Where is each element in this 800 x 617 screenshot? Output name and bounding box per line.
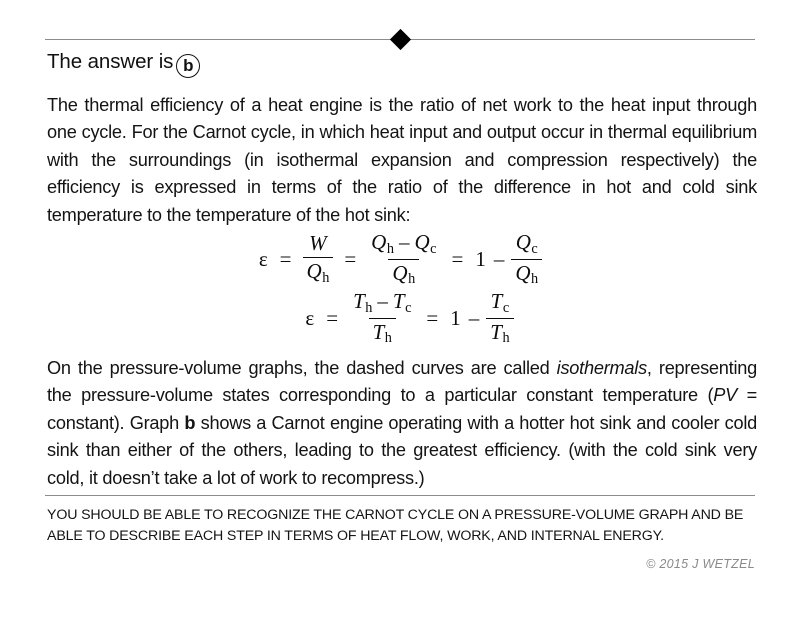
t-subscript: c (502, 299, 510, 316)
t-subscript: h (502, 330, 510, 347)
fraction-qc-over-qh (511, 230, 542, 289)
equals-sign-1: = (279, 246, 292, 271)
equals-sign-3: = (451, 246, 464, 271)
q-subscript: h (531, 271, 539, 288)
graph-choice-bold: b (184, 412, 196, 433)
learning-objective-note: YOU SHOULD BE ABLE TO RECOGNIZE THE CARNOT CYCLE ON A PRESSURE-VOLUME GRAPH AND BE ABLE TO DESCRIBE EACH STEP IN TERMS OF HEAT FLOW, WORK, AND INTERNAL ENERGY. (47, 507, 744, 544)
intro-paragraph-text: The thermal efficiency of a heat engine is the ratio of net work to the heat input through one cycle. For the Carnot cycle, in which heat input and output occur in thermal equilibrium with the surroundings (in isothermal expansion and compression respectively) the efficiency is expressed in terms of the ratio of the difference in hot and cold sink temperature to the temperature of the hot sink: (47, 95, 757, 225)
t-base: T (490, 288, 503, 313)
t-base: T (392, 288, 405, 313)
q-base: Q (392, 260, 408, 285)
explanation-text-a: On the pressure-volume graphs, the dashed curves are called (47, 358, 557, 378)
minus-sign: – (493, 246, 505, 271)
fraction-th-minus-tc-over-th (349, 289, 415, 348)
equation-block (0, 228, 800, 346)
constant-one: 1 (475, 246, 486, 271)
t-base: T (490, 319, 502, 344)
footer-divider (45, 495, 755, 496)
q-subscript: h (408, 271, 416, 288)
efficiency-equation-heat (0, 228, 800, 290)
equals-sign-2: = (344, 246, 357, 271)
t-base: T (372, 319, 385, 344)
q-subscript: c (531, 240, 538, 257)
denominator-qh (303, 257, 334, 287)
fraction-w-over-qh (303, 231, 334, 287)
numerator-th-minus-tc (349, 289, 415, 318)
constant-one: 1 (450, 305, 461, 330)
denominator-qh (511, 259, 542, 289)
header-divider (45, 32, 755, 48)
fraction-qh-minus-qc-over-qh (367, 230, 440, 289)
epsilon-symbol: ε (258, 246, 268, 271)
fraction-tc-over-th (486, 289, 513, 348)
numerator-tc (487, 289, 514, 318)
equals-sign-2: = (426, 305, 439, 330)
denominator-th (486, 318, 513, 348)
q-base: Q (515, 260, 531, 285)
copyright-notice: © 2015 J WETZEL (646, 557, 755, 571)
q-base: Q (515, 229, 531, 254)
q-base: Q (306, 258, 322, 283)
explanation-paragraph (47, 355, 757, 492)
minus-sign: – (398, 229, 410, 254)
isothermals-emphasis: isothermals (556, 358, 647, 378)
t-subscript: h (384, 330, 392, 347)
intro-paragraph (47, 92, 757, 229)
minus-sign: – (377, 288, 388, 313)
q-base: Q (371, 229, 387, 254)
numerator-qc (512, 230, 542, 259)
t-subscript: h (365, 299, 373, 316)
numerator-qh-minus-qc (367, 230, 440, 259)
explanation-text-d: shows a Carnot engine operating with a hotter hot sink and cooler cold sink than either of the others, leading to the greatest efficiency. (with the cold sink very cold, it doesn’t take a lot of work to recompress.) (47, 412, 757, 488)
answer-prefix: The answer is (47, 50, 174, 73)
q-subscript: h (322, 269, 330, 286)
t-subscript: c (405, 299, 412, 316)
q-subscript: c (430, 240, 437, 257)
explanation-text-c: = constant). Graph (47, 385, 757, 433)
denominator-qh (388, 259, 419, 289)
numerator-w: W (309, 231, 327, 256)
q-base: Q (414, 229, 430, 254)
equals-sign-1: = (326, 305, 339, 330)
denominator-th (369, 318, 396, 348)
diamond-ornament-icon (389, 29, 410, 50)
epsilon-symbol: ε (305, 305, 315, 330)
explanation-text-b: , representing the pressure-volume states corresponding to a particular constant temperature ( (47, 358, 757, 406)
answer-line (47, 50, 200, 78)
q-subscript: h (386, 240, 394, 257)
pv-variable: PV (713, 385, 738, 406)
efficiency-equation-temperature (0, 290, 800, 346)
minus-sign: – (468, 305, 480, 330)
t-base: T (353, 288, 365, 313)
answer-choice-badge: b (176, 54, 200, 78)
